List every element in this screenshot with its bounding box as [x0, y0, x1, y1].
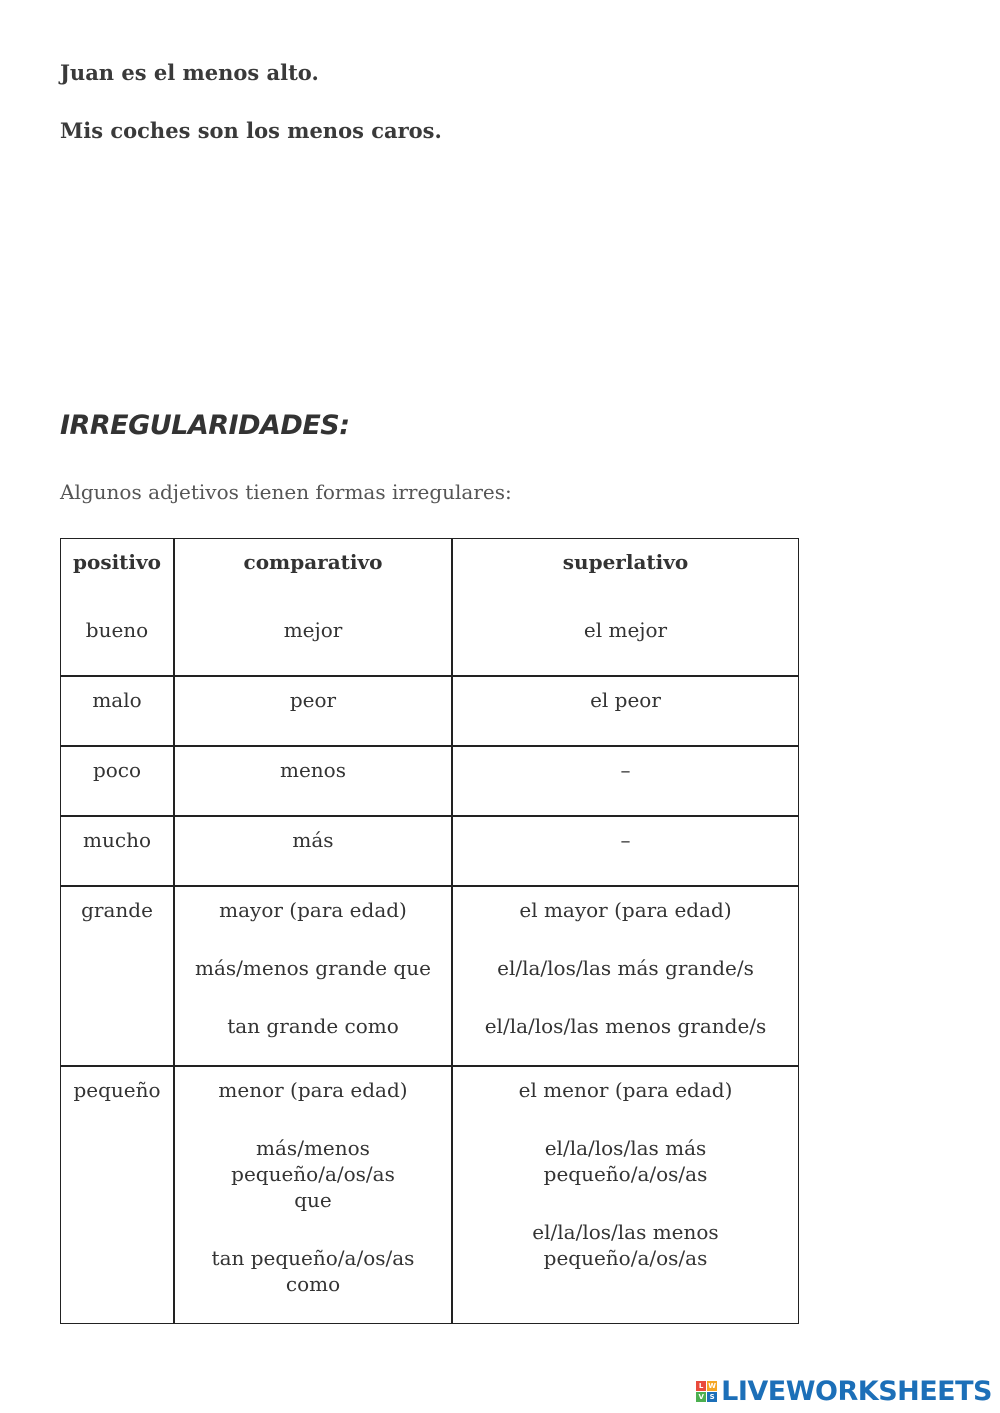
cell-superlativo: – [453, 747, 798, 817]
cell-line: el/la/los/las menos grande/s [484, 1014, 767, 1038]
cell-superlativo [453, 1067, 798, 1323]
logo-mark-letter: S [707, 1392, 717, 1402]
section-intro: Algunos adjetivos tienen formas irregulares: [60, 480, 512, 504]
table-row [61, 1067, 798, 1323]
table-row [61, 607, 798, 677]
cell-line: el mayor (para edad) [519, 898, 732, 922]
cell-superlativo [453, 887, 798, 1067]
cell-positivo: malo [61, 677, 175, 747]
logo-mark-letter: V [696, 1392, 706, 1402]
example-sentence-1: Juan es el menos alto. [60, 60, 319, 85]
cell-line: tan grande como [227, 1014, 399, 1038]
liveworksheets-logo [696, 1376, 992, 1407]
table-row [61, 887, 798, 1067]
table-row [61, 747, 798, 817]
logo-mark-letter: W [708, 1382, 717, 1390]
cell-comparativo: más [175, 817, 453, 887]
header-superlativo: superlativo [562, 550, 689, 574]
logo-mark-icon [696, 1381, 717, 1402]
cell-superlativo: el peor [453, 677, 798, 747]
cell-comparativo [175, 887, 453, 1067]
cell-comparativo: mejor [175, 607, 453, 677]
cell-superlativo: el mejor [453, 607, 798, 677]
irregular-adjectives-table [60, 538, 799, 1324]
logo-mark-letter: L [696, 1381, 706, 1391]
cell-line: el/la/los/las menos pequeño/a/os/as [532, 1220, 719, 1270]
cell-line: más/menos grande que [195, 956, 431, 980]
section-title: IRREGULARIDADES: [60, 410, 350, 441]
table-header-row [61, 539, 798, 607]
header-comparativo: comparativo [175, 539, 453, 607]
cell-positivo: grande [61, 887, 175, 1067]
table-row [61, 817, 798, 887]
cell-line: el/la/los/las más pequeño/a/os/as [543, 1136, 708, 1186]
cell-comparativo [175, 1067, 453, 1323]
logo-text: LIVEWORKSHEETS [721, 1376, 992, 1407]
cell-line: más/menos pequeño/a/os/as que [231, 1136, 395, 1212]
cell-line: el/la/los/las más grande/s [497, 956, 754, 980]
cell-positivo: poco [61, 747, 175, 817]
cell-line: menor (para edad) [218, 1078, 408, 1102]
cell-comparativo: peor [175, 677, 453, 747]
cell-positivo: pequeño [61, 1067, 175, 1323]
cell-line: tan pequeño/a/os/as como [211, 1246, 415, 1296]
table-row [61, 677, 798, 747]
header-positivo: positivo [61, 539, 175, 607]
cell-line: el menor (para edad) [518, 1078, 733, 1102]
cell-comparativo: menos [175, 747, 453, 817]
cell-positivo: bueno [61, 607, 175, 677]
cell-line: mayor (para edad) [219, 898, 407, 922]
cell-superlativo: – [453, 817, 798, 887]
example-sentence-2: Mis coches son los menos caros. [60, 118, 442, 143]
cell-positivo: mucho [61, 817, 175, 887]
